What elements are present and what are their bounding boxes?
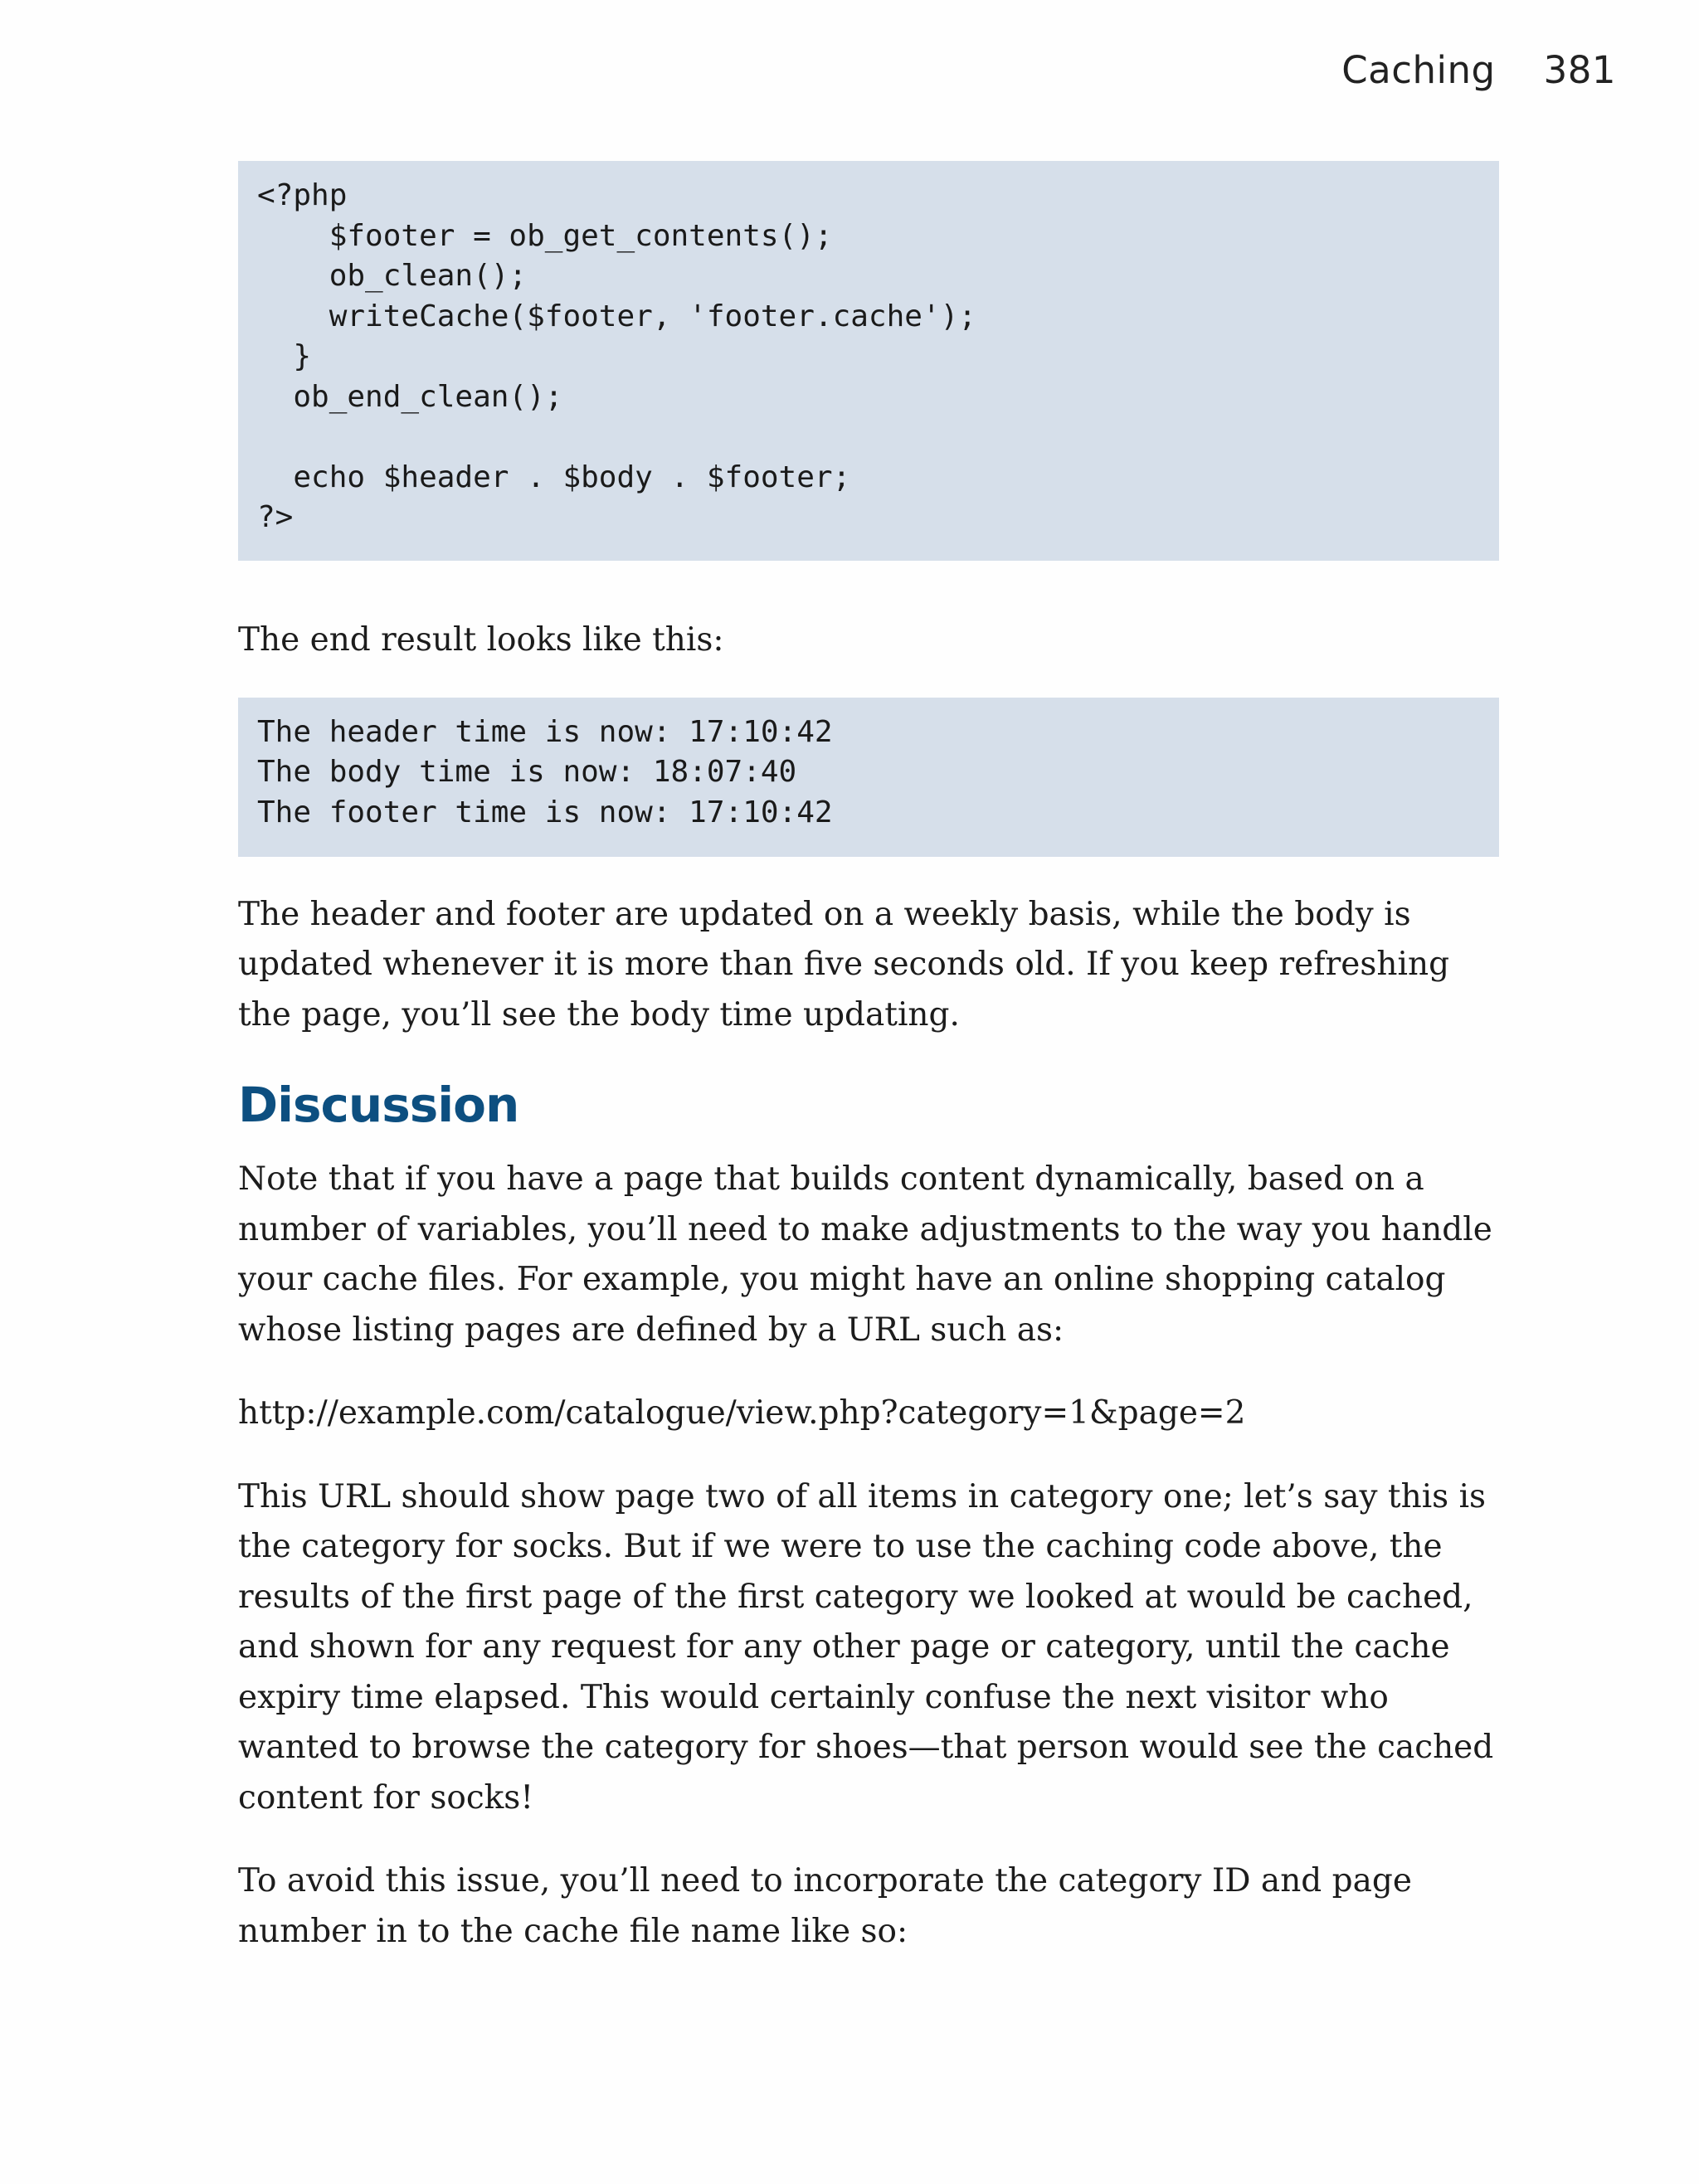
body-paragraph-3: This URL should show page two of all items in category one; let’s say this is the category for socks. But if we were to use the caching code above, the results of the first page of the first category we looked at would be cached, and shown for any request for any other page or category, until the cache expiry time elapsed. This would certainly confuse the next visitor who wanted to browse the category for shoes—that person would see the cached content for socks! bbox=[238, 1477, 1494, 1817]
intro-paragraph: The end result looks like this: bbox=[238, 621, 724, 659]
section-title: Caching bbox=[1341, 48, 1496, 92]
discussion-heading: Discussion bbox=[238, 1077, 519, 1133]
running-header bbox=[1341, 48, 1616, 92]
example-url: http://example.com/catalogue/view.php?category=1&page=2 bbox=[238, 1394, 1246, 1432]
page-number: 381 bbox=[1543, 48, 1616, 92]
body-paragraph-4: To avoid this issue, you’ll need to incorporate the category ID and page number in to the cache file name like so: bbox=[238, 1862, 1412, 1950]
body-paragraph-1: The header and footer are updated on a weekly basis, while the body is updated whenever it is more than five seconds old. If you keep refreshing the page, you’ll see the body time updating. bbox=[238, 895, 1450, 1034]
page-content bbox=[238, 161, 1499, 1957]
php-code-block: <?php $footer = ob_get_contents(); ob_clean(); writeCache($footer, 'footer.cache'); } ob_end_clean(); echo $header . $body . $footer; ?> bbox=[238, 161, 1499, 561]
body-paragraph-2: Note that if you have a page that builds content dynamically, based on a number of variables, you’ll need to make adjustments to the way you handle your cache files. For example, you might have an online shopping catalog whose listing pages are defined by a URL such as: bbox=[238, 1160, 1492, 1349]
output-block: The header time is now: 17:10:42 The body time is now: 18:07:40 The footer time is now: 17:10:42 bbox=[238, 698, 1499, 857]
